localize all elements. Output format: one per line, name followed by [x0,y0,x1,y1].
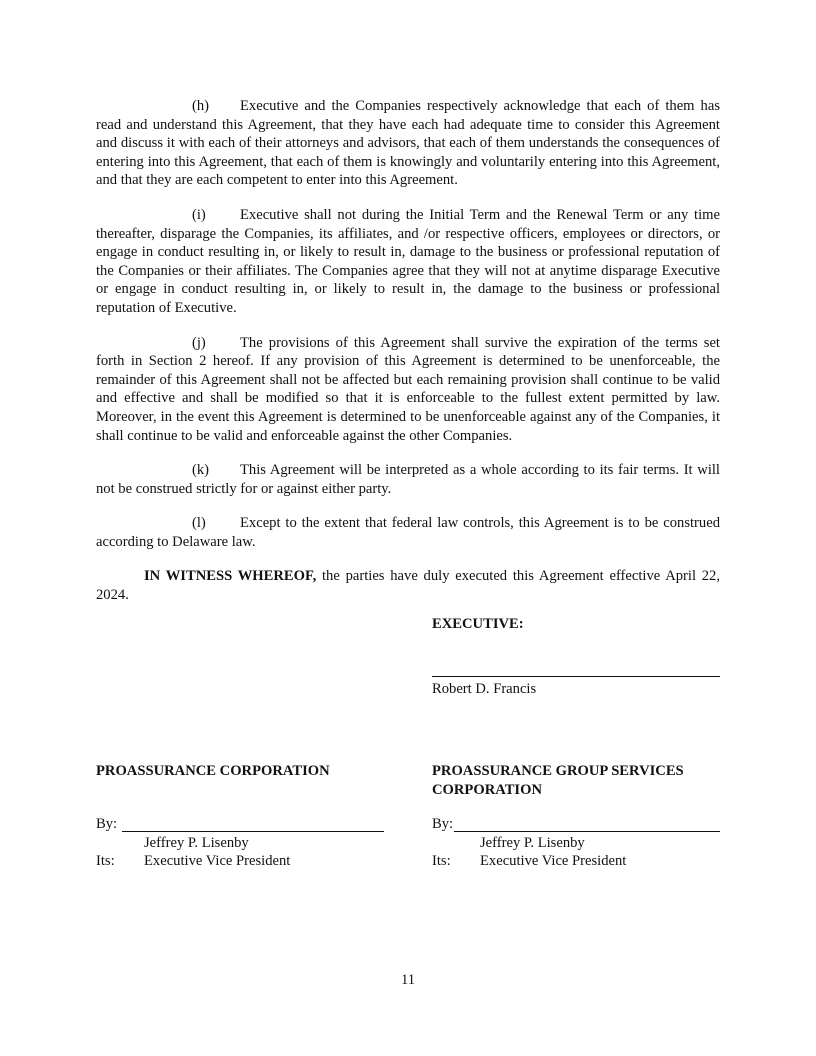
corporation-signature-line[interactable] [454,831,720,832]
paragraph-i [96,206,720,318]
its-label: Its: [432,853,451,869]
its-row [96,852,386,870]
witness-heading: IN WITNESS WHEREOF, [144,568,317,585]
corporation-heading: PROASSURANCE CORPORATION [96,763,330,779]
corporation-heading: PROASSURANCE GROUP SERVICES CORPORATION [432,763,684,798]
signer-name: Jeffrey P. Lisenby [144,835,249,851]
paragraph-j [96,334,720,446]
paragraph-label: (k) [192,462,210,479]
paragraph-l [96,514,720,551]
executive-heading: EXECUTIVE: [432,616,524,632]
its-row [432,852,722,870]
paragraph-h [96,97,720,190]
signer-title: Executive Vice President [480,853,627,869]
by-row [96,815,386,834]
agreement-body [96,97,720,605]
executive-signature-block [432,615,720,699]
by-label: By: [432,816,454,832]
paragraph-label: (l) [192,515,206,532]
signer-name: Jeffrey P. Lisenby [480,835,585,851]
paragraph-text: Except to the extent that federal law controls, this Agreement is to be construed according to Delaware law. [96,515,720,550]
witness-clause [96,567,720,604]
page-number: 11 [400,972,416,988]
signer-title: Executive Vice President [144,853,291,869]
proassurance-corporation-signature-block [96,762,386,870]
executive-signature-line[interactable] [432,676,720,677]
witness-text: the parties have duly executed this Agreement effective April 22, 2024. [96,568,721,604]
paragraph-text: Executive and the Companies respectively acknowledge that each of them has read and understand this Agreement, that they have each had adequate time to consider this Agreement and discuss it with each of their attorneys and advisors, that each of them understands the consequences of entering into this Agreement, that each of them is knowingly and voluntarily entering into this Agreement, and that they are each competent to enter into this Agreement. [96,98,720,189]
paragraph-k [96,461,720,498]
paragraph-label: (i) [192,206,206,223]
its-label: Its: [96,853,115,869]
by-label: By: [96,816,118,832]
paragraph-text: The provisions of this Agreement shall survive the expiration of the terms set forth in Section 2 hereof. If any provision of this Agreement is determined to be unenforceable, the remainder of this Agreement shall not be affected but each remaining provision shall continue to be valid and effective and shall be modified so that it is enforceable to the fullest extent permitted by law. Moreover, in the event this Agreement is determined to be unenforceable against any of the Companies, it shall continue to be valid and enforceable against the other Companies. [96,334,720,444]
paragraph-text: This Agreement will be interpreted as a whole according to its fair terms. It will not be construed strictly for or against either party. [96,462,720,497]
paragraph-text: Executive shall not during the Initial Term and the Renewal Term or any time thereafter, disparage the Companies, its affiliates, and /or respective officers, employees or directors, or engage in conduct resulting in, or likely to result in, damage to the business or professional reputation of the Companies or their affiliates. The Companies agree that they will not at anytime disparage Executive or engage in conduct resulting in, or likely to result in, the damage to the business or professional reputation of Executive. [96,206,720,316]
corporation-signature-line[interactable] [122,831,384,832]
paragraph-label: (h) [192,98,210,114]
executive-name: Robert D. Francis [432,681,537,697]
proassurance-group-services-signature-block [432,762,722,870]
paragraph-label: (j) [192,334,206,351]
by-row [432,815,722,834]
